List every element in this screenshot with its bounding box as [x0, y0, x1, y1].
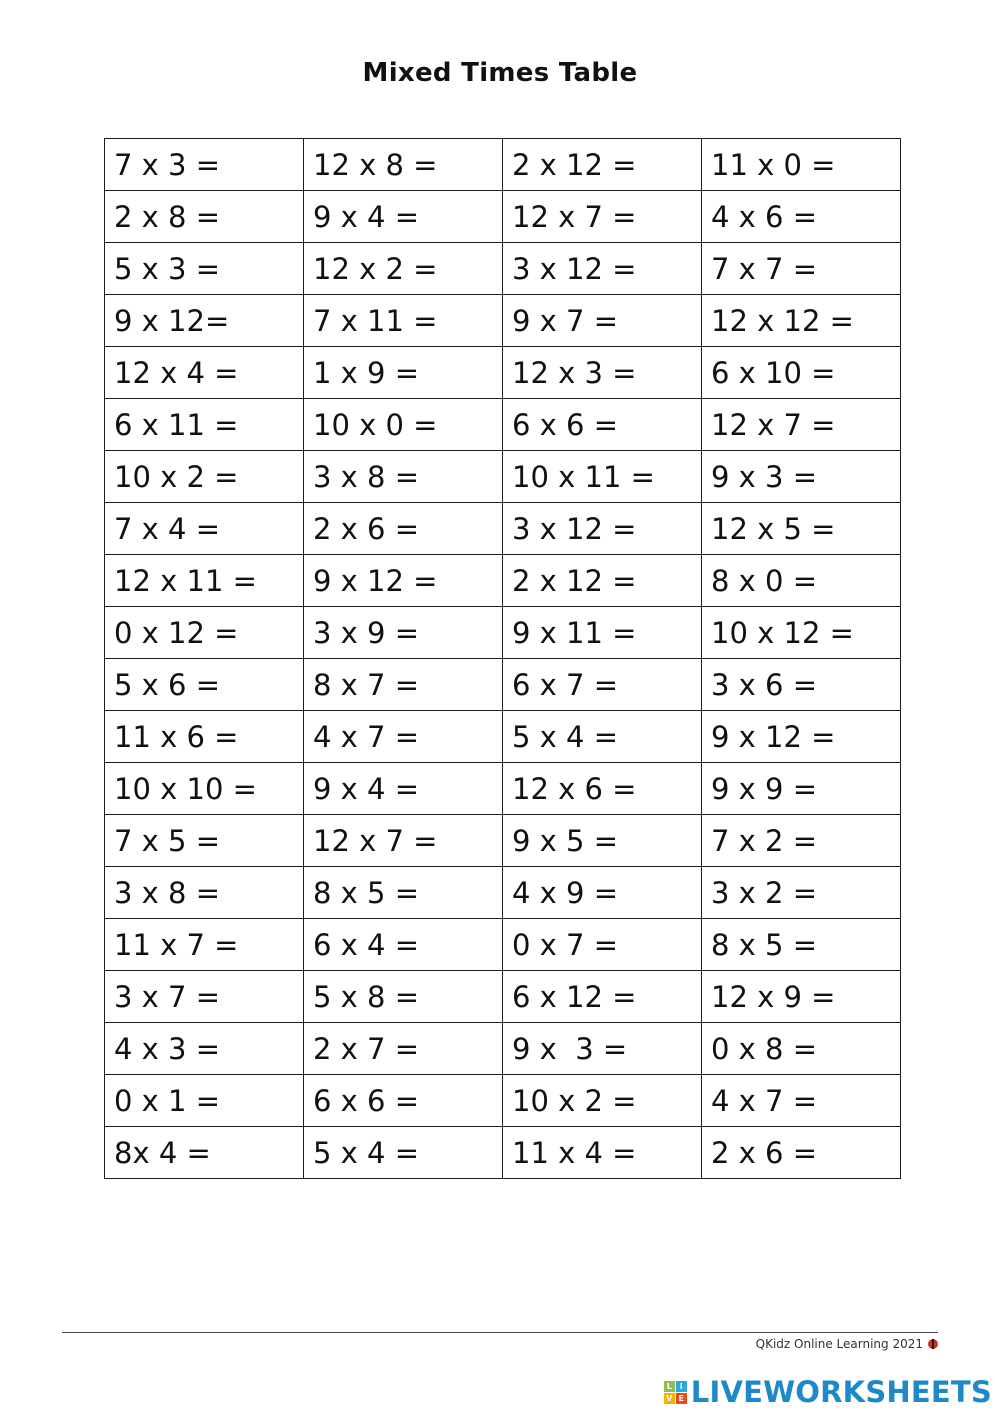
table-row	[105, 399, 901, 451]
times-table-body	[105, 139, 901, 1179]
problem-cell: 4 x 7 =	[304, 711, 503, 763]
table-row	[105, 1023, 901, 1075]
problem-cell: 3 x 2 =	[702, 867, 901, 919]
problem-cell: 7 x 5 =	[105, 815, 304, 867]
problem-cell: 12 x 3 =	[503, 347, 702, 399]
problem-cell: 10 x 11 =	[503, 451, 702, 503]
problem-cell: 5 x 8 =	[304, 971, 503, 1023]
table-row	[105, 243, 901, 295]
logo-tile: I	[676, 1381, 687, 1392]
problem-cell: 7 x 2 =	[702, 815, 901, 867]
table-row	[105, 763, 901, 815]
problem-cell: 7 x 3 =	[105, 139, 304, 191]
logo-tile: L	[664, 1381, 675, 1392]
problem-cell: 6 x 10 =	[702, 347, 901, 399]
table-row	[105, 191, 901, 243]
page-title: Mixed Times Table	[362, 58, 638, 88]
liveworksheets-brand[interactable]	[664, 1375, 992, 1409]
problem-cell: 9 x 4 =	[304, 763, 503, 815]
problem-cell: 12 x 7 =	[503, 191, 702, 243]
problem-cell: 9 x 12=	[105, 295, 304, 347]
problem-cell: 12 x 11 =	[105, 555, 304, 607]
problem-cell: 8 x 0 =	[702, 555, 901, 607]
problem-cell: 9 x 12 =	[702, 711, 901, 763]
problem-cell: 12 x 8 =	[304, 139, 503, 191]
footer-credit	[756, 1337, 938, 1351]
table-row	[105, 1127, 901, 1179]
problem-cell: 12 x 7 =	[304, 815, 503, 867]
problem-cell: 7 x 7 =	[702, 243, 901, 295]
problem-cell: 8 x 7 =	[304, 659, 503, 711]
table-row	[105, 659, 901, 711]
times-table-grid	[104, 138, 901, 1179]
problem-cell: 0 x 7 =	[503, 919, 702, 971]
problem-cell: 6 x 7 =	[503, 659, 702, 711]
problem-cell: 12 x 4 =	[105, 347, 304, 399]
problem-cell: 12 x 9 =	[702, 971, 901, 1023]
problem-cell: 9 x 4 =	[304, 191, 503, 243]
problem-cell: 6 x 11 =	[105, 399, 304, 451]
ladybug-icon	[928, 1339, 938, 1349]
problem-cell: 3 x 8 =	[105, 867, 304, 919]
problem-cell: 11 x 0 =	[702, 139, 901, 191]
table-row	[105, 139, 901, 191]
problem-cell: 3 x 8 =	[304, 451, 503, 503]
problem-cell: 7 x 4 =	[105, 503, 304, 555]
table-row	[105, 815, 901, 867]
problem-cell: 6 x 6 =	[304, 1075, 503, 1127]
footer-divider	[62, 1332, 938, 1333]
table-row	[105, 867, 901, 919]
problem-cell: 9 x 5 =	[503, 815, 702, 867]
problem-cell: 9 x 9 =	[702, 763, 901, 815]
problem-cell: 4 x 3 =	[105, 1023, 304, 1075]
problem-cell: 10 x 2 =	[105, 451, 304, 503]
problem-cell: 11 x 4 =	[503, 1127, 702, 1179]
table-row	[105, 711, 901, 763]
problem-cell: 10 x 0 =	[304, 399, 503, 451]
credit-text: QKidz Online Learning 2021	[755, 1337, 923, 1351]
problem-cell: 11 x 7 =	[105, 919, 304, 971]
problem-cell: 12 x 5 =	[702, 503, 901, 555]
table-row	[105, 1075, 901, 1127]
table-row	[105, 919, 901, 971]
problem-cell: 10 x 2 =	[503, 1075, 702, 1127]
problem-cell: 6 x 12 =	[503, 971, 702, 1023]
problem-cell: 4 x 7 =	[702, 1075, 901, 1127]
problem-cell: 10 x 10 =	[105, 763, 304, 815]
problem-cell: 3 x 6 =	[702, 659, 901, 711]
problem-cell: 3 x 7 =	[105, 971, 304, 1023]
problem-cell: 2 x 12 =	[503, 139, 702, 191]
table-row	[105, 607, 901, 659]
problem-cell: 6 x 6 =	[503, 399, 702, 451]
problem-cell: 5 x 3 =	[105, 243, 304, 295]
problem-cell: 9 x 7 =	[503, 295, 702, 347]
logo-tile: V	[664, 1393, 675, 1404]
problem-cell: 12 x 7 =	[702, 399, 901, 451]
brand-text: LIVEWORKSHEETS	[690, 1375, 992, 1409]
liveworksheets-logo-icon	[664, 1381, 687, 1404]
table-row	[105, 295, 901, 347]
problem-cell: 5 x 6 =	[105, 659, 304, 711]
problem-cell: 12 x 2 =	[304, 243, 503, 295]
table-row	[105, 555, 901, 607]
problem-cell: 9 x 3 =	[702, 451, 901, 503]
problem-cell: 8 x 5 =	[304, 867, 503, 919]
problem-cell: 2 x 6 =	[702, 1127, 901, 1179]
problem-cell: 4 x 6 =	[702, 191, 901, 243]
logo-tile: E	[676, 1393, 687, 1404]
problem-cell: 2 x 6 =	[304, 503, 503, 555]
problem-cell: 2 x 7 =	[304, 1023, 503, 1075]
problem-cell: 2 x 8 =	[105, 191, 304, 243]
problem-cell: 10 x 12 =	[702, 607, 901, 659]
problem-cell: 6 x 4 =	[304, 919, 503, 971]
problem-cell: 9 x 3 =	[503, 1023, 702, 1075]
problem-cell: 1 x 9 =	[304, 347, 503, 399]
problem-cell: 7 x 11 =	[304, 295, 503, 347]
problem-cell: 2 x 12 =	[503, 555, 702, 607]
problem-cell: 5 x 4 =	[304, 1127, 503, 1179]
problem-cell: 12 x 12 =	[702, 295, 901, 347]
problem-cell: 3 x 12 =	[503, 243, 702, 295]
problem-cell: 11 x 6 =	[105, 711, 304, 763]
table-row	[105, 971, 901, 1023]
problem-cell: 8x 4 =	[105, 1127, 304, 1179]
problem-cell: 3 x 9 =	[304, 607, 503, 659]
problem-cell: 8 x 5 =	[702, 919, 901, 971]
table-row	[105, 347, 901, 399]
problem-cell: 3 x 12 =	[503, 503, 702, 555]
problem-cell: 12 x 6 =	[503, 763, 702, 815]
problem-cell: 0 x 8 =	[702, 1023, 901, 1075]
problem-cell: 9 x 12 =	[304, 555, 503, 607]
problem-cell: 0 x 12 =	[105, 607, 304, 659]
problem-cell: 0 x 1 =	[105, 1075, 304, 1127]
problem-cell: 9 x 11 =	[503, 607, 702, 659]
problem-cell: 4 x 9 =	[503, 867, 702, 919]
problem-cell: 5 x 4 =	[503, 711, 702, 763]
table-row	[105, 503, 901, 555]
table-row	[105, 451, 901, 503]
